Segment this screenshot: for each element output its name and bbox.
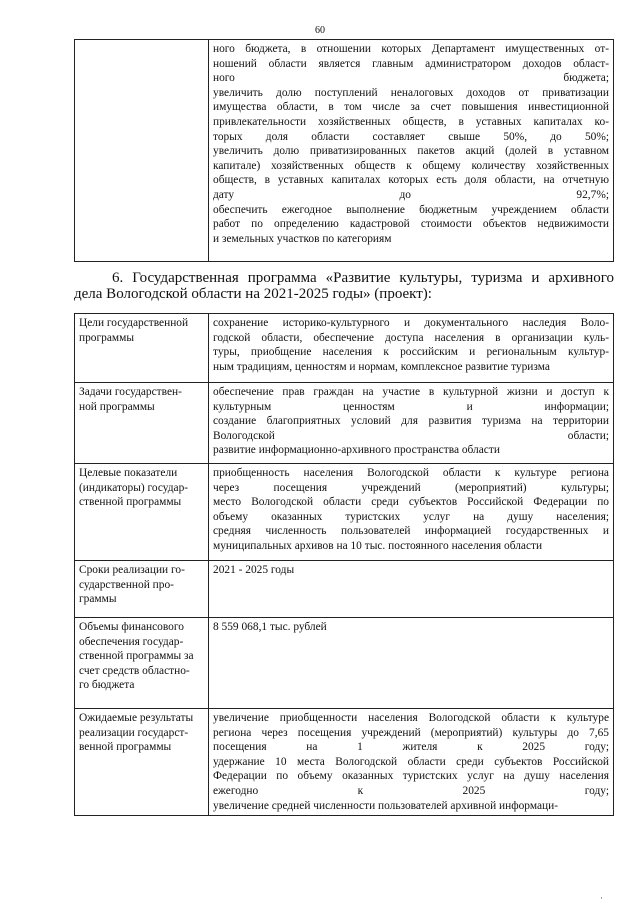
text-line: место Вологодской области среди субъектов Российской Федерации по <box>213 496 609 509</box>
label-cell <box>75 561 209 618</box>
label-cell <box>75 709 209 816</box>
label-line: Цели государственной <box>79 317 189 329</box>
label-line: реализации государст- <box>79 726 189 739</box>
label-line: программы <box>79 331 134 344</box>
text-line: 2021 - 2025 годы <box>213 564 295 576</box>
label-cell <box>75 618 209 709</box>
table-row <box>75 40 614 262</box>
continued-table <box>74 39 614 262</box>
text-line: и земельных участков по категориям <box>213 232 392 245</box>
text-line: обеспечить ежегодное выполнение бюджетным учреждением области <box>213 203 609 216</box>
value-cell <box>209 40 614 262</box>
label-line: ной программы <box>79 400 155 413</box>
text-line: обществ, в уставных капиталах которых есть доля области, на отчетную <box>213 174 609 187</box>
text-line: капитале) хозяйственных обществ к общему количеству хозяйственных <box>213 159 609 172</box>
heading-line-1: 6. Государственная программа «Развитие культуры, туризма и архивного <box>112 270 614 286</box>
text-line: Вологодской области; <box>213 429 609 442</box>
text-line: увеличить долю поступлений неналоговых доходов от приватизации <box>213 86 609 99</box>
value-cell <box>209 709 614 816</box>
label-line: венной программы <box>79 741 172 754</box>
heading-line-2: дела Вологодской области на 2021-2025 годы» (проект): <box>74 286 432 302</box>
page-number: 60 <box>315 25 325 36</box>
table-row <box>75 561 614 618</box>
label-line: граммы <box>79 593 117 606</box>
label-line: Задачи государствен- <box>79 386 182 398</box>
text-line: муниципальных архивов на 10 тыс. постоянного населения области <box>213 539 543 552</box>
label-line: Объемы финансового <box>79 621 184 633</box>
value-cell <box>209 561 614 618</box>
label-line: Сроки реализации го- <box>79 564 185 576</box>
text-line: создание благоприятных условий для развития туризма на территории <box>213 415 609 428</box>
text-line: туры, приобщение населения к российским и региональным культур- <box>213 346 609 359</box>
text-line: привлекательности хозяйственных обществ, в уставных капиталах ко- <box>213 115 609 128</box>
text-line: культурным ценностям и информации; <box>213 400 609 413</box>
empty-label-cell <box>75 40 209 262</box>
text-line: Федерации по объему оказанных туристских услуг на душу населения <box>213 770 609 783</box>
table-row <box>75 314 614 383</box>
table-row <box>75 383 614 464</box>
label-line: счет средств областно- <box>79 664 190 677</box>
text-line: ежегодно к 2025 году; <box>213 784 609 797</box>
label-cell <box>75 464 209 561</box>
label-line: ственной программы за <box>79 650 194 663</box>
footer-mark: · <box>600 893 603 903</box>
text-line: ным традициям, ценностям и нормам, комплексное развитие туризма <box>213 360 550 373</box>
program-passport-table <box>74 313 614 816</box>
label-line: обеспечения государ- <box>79 635 184 648</box>
label-line: сударственной про- <box>79 578 174 591</box>
value-cell <box>209 314 614 383</box>
table-row <box>75 618 614 709</box>
text-line: обеспечение прав граждан на участие в культурной жизни и доступ к <box>213 386 609 398</box>
label-line: (индикаторы) государ- <box>79 481 189 494</box>
label-line: Ожидаемые результаты <box>79 712 194 724</box>
label-cell <box>75 314 209 383</box>
text-line: приобщенность населения Вологодской области к культуре региона <box>213 467 609 479</box>
value-cell <box>209 464 614 561</box>
text-line: годской области, обеспечение доступа населения в организации куль- <box>213 331 609 344</box>
label-line: го бюджета <box>79 679 135 692</box>
table-row <box>75 464 614 561</box>
text-line: имущества области, в том числе за счет повышения инвестиционной <box>213 101 609 114</box>
text-line: увеличение приобщенности населения Вологодской области к культуре <box>213 712 609 724</box>
label-cell <box>75 383 209 464</box>
text-line: развитие информационно-архивного пространства области <box>213 444 500 457</box>
label-line: Целевые показатели <box>79 467 178 479</box>
label-line: ственной программы <box>79 496 182 509</box>
text-line: работ по определению кадастровой стоимости объектов недвижимости <box>213 218 609 231</box>
text-line: через посещения учреждений (мероприятий) культуры; <box>213 481 609 494</box>
text-line: сохранение историко-культурного и документального наследия Воло- <box>213 317 609 329</box>
text-line: ношений области является главным администратором доходов област- <box>213 57 609 70</box>
table-row <box>75 709 614 816</box>
value-cell <box>209 383 614 464</box>
text-line: региона через посещения учреждений (мероприятий) культуры до 7,65 <box>213 726 609 739</box>
text-line: удержание 10 места Вологодской области среди субъектов Российской <box>213 755 609 768</box>
text-line: дату до 92,7%; <box>213 188 609 201</box>
section-heading <box>74 270 614 302</box>
text-line: посещения на 1 жителя к 2025 году; <box>213 741 609 754</box>
text-line: 8 559 068,1 тыс. рублей <box>213 621 327 633</box>
text-line: ного бюджета, в отношении которых Департамент имущественных от- <box>213 43 609 55</box>
text-line: средняя численность пользователей информацией государственных и <box>213 525 609 538</box>
text-line: объему оказанных туристских услуг на душу населения; <box>213 510 609 523</box>
text-line: торых доля области составляет свыше 50%, до 50%; <box>213 130 609 143</box>
text-line: ного бюджета; <box>213 72 609 85</box>
text-line: увеличение средней численности пользователей архивной информаци- <box>213 799 559 812</box>
value-cell <box>209 618 614 709</box>
text-line: увеличить долю приватизированных пакетов акций (долей в уставном <box>213 145 609 158</box>
